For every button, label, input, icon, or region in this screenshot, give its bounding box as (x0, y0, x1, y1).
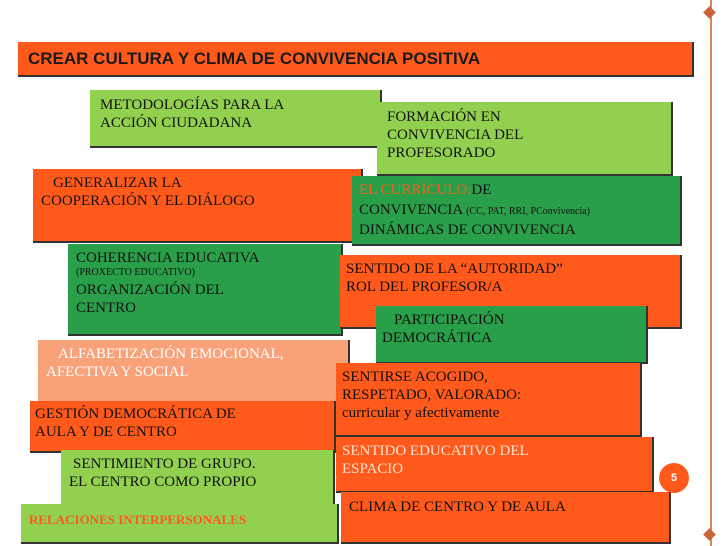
box-gestion (30, 401, 336, 453)
box-text: ALFABETIZACIÓN EMOCIONAL, (58, 346, 284, 362)
corner-ornament-top (703, 6, 716, 19)
box-coherencia (68, 244, 343, 336)
box-text: SENTIRSE ACOGIDO, (342, 369, 488, 385)
box-text: CLIMA DE CENTRO Y DE AULA (349, 499, 566, 515)
box-text: DE (471, 182, 492, 198)
box-clima (341, 492, 671, 544)
box-espacio (336, 437, 654, 493)
box-metodologias (90, 90, 382, 148)
slide-title: CREAR CULTURA Y CLIMA DE CONVIVENCIA POSITIVA (18, 42, 694, 77)
box-text: PARTICIPACIÓN (394, 312, 505, 328)
box-curriculo (352, 176, 682, 246)
slide-border (710, 0, 712, 546)
box-small-text: (PROXECTO EDUCATIVO) (76, 267, 195, 278)
box-text: DEMOCRÁTICA (382, 330, 493, 346)
box-sentimiento (61, 450, 335, 508)
box-text: RELACIONES INTERPERSONALES (29, 512, 247, 527)
box-alfabetizacion (38, 340, 350, 404)
box-text: COHERENCIA EDUCATIVA (76, 250, 260, 266)
box-participacion (376, 306, 648, 364)
curriculo-prefix: EL CURRÍCULO: (359, 182, 472, 198)
box-text: RESPETADO, VALORADO: (342, 387, 522, 403)
box-relaciones (21, 504, 339, 544)
box-text: ESPACIO (342, 461, 404, 477)
box-text: EL CENTRO COMO PROPIO (69, 474, 257, 490)
box-text: AFECTIVA Y SOCIAL (46, 364, 189, 380)
box-small-text: (CC, PAT, RRI, PConvivencia) (466, 206, 590, 217)
box-text: SENTIDO EDUCATIVO DEL (342, 443, 529, 459)
page-number: 5 (659, 463, 689, 493)
box-line (359, 181, 673, 199)
box-acogido (336, 363, 642, 437)
box-text: DINÁMICAS DE CONVIVENCIA (359, 222, 576, 238)
box-text: METODOLOGÍAS PARA LA (100, 97, 285, 113)
box-text: curricular y afectivamente (342, 405, 500, 421)
box-text: CONVIVENCIA DEL (387, 127, 524, 143)
corner-ornament-bottom (703, 528, 716, 541)
box-text: CONVIVENCIA (359, 202, 463, 218)
box-text: FORMACIÓN EN (387, 109, 501, 125)
box-generalizar (33, 169, 363, 243)
box-line (359, 201, 673, 219)
box-text: CENTRO (76, 300, 136, 316)
box-text: ROL DEL PROFESOR/A (346, 279, 503, 295)
box-text: AULA Y DE CENTRO (35, 424, 177, 440)
box-text: SENTIDO DE LA “AUTORIDAD” (346, 261, 563, 277)
box-text: ACCIÓN CIUDADANA (100, 115, 253, 131)
box-text: GENERALIZAR LA (53, 175, 182, 191)
box-text: SENTIMIENTO DE GRUPO. (73, 456, 256, 472)
box-formacion (377, 102, 673, 176)
box-text: PROFESORADO (387, 145, 496, 161)
box-text: GESTIÓN DEMOCRÁTICA DE (35, 406, 236, 422)
box-text: ORGANIZACIÓN DEL (76, 282, 224, 298)
box-text: COOPERACIÓN Y EL DIÁLOGO (41, 193, 255, 209)
